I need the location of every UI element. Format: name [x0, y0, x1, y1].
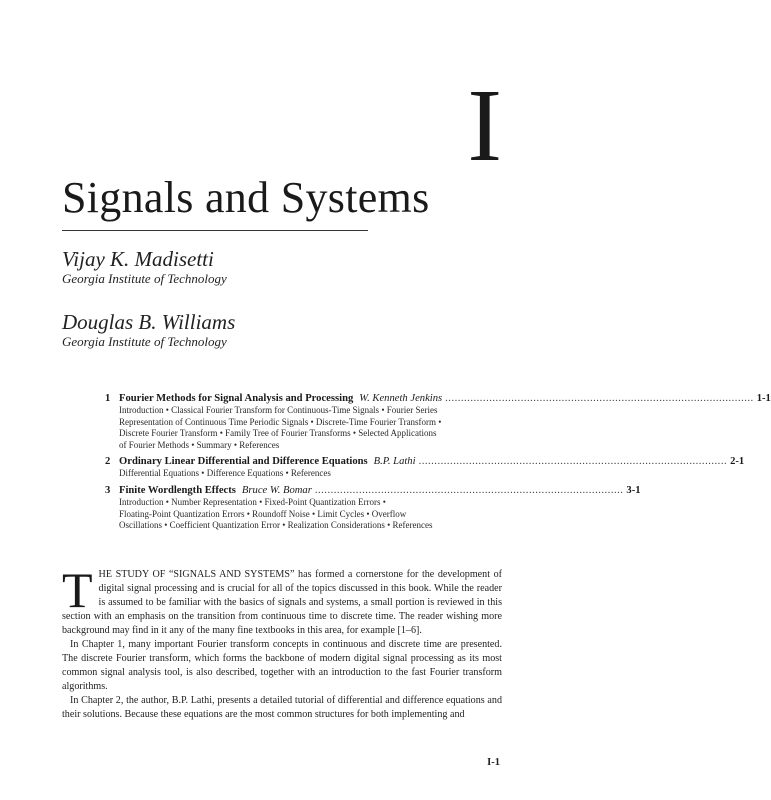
- title-rule: [62, 230, 368, 231]
- toc-entry-description: [119, 468, 501, 480]
- toc-entry[interactable]: [105, 484, 641, 532]
- toc-entry-title: Fourier Methods for Signal Analysis and Processing: [119, 393, 354, 404]
- body-text: [62, 562, 502, 722]
- toc-entry-number: 3: [105, 484, 111, 496]
- toc-entry-author: B.P. Lathi: [373, 456, 416, 468]
- toc-desc-line: of Fourier Methods • Summary • References: [119, 439, 280, 450]
- toc-entry-title: Ordinary Linear Differential and Difference Equations: [119, 456, 368, 468]
- toc-desc-line: Introduction • Classical Fourier Transform for Continuous-Time Signals • Fourier Series: [119, 405, 438, 415]
- toc-desc-line: Oscillations • Coefficient Quantization Error • Realization Considerations • References: [119, 520, 433, 531]
- toc-entry-author: Bruce W. Bomar: [241, 484, 312, 496]
- body-paragraph-text: HE STUDY OF “SIGNALS AND SYSTEMS” has formed a cornerstone for the development of digital signal processing and is crucial for all of the topics discussed in this book. While the reader is assumed to be familiar with the basics of signals and systems, a small portion is reviewed in this section with an emphasis on the transition from continuous time to discrete time. The reader wishing more background may find in it any of the many fine textbooks in this area, for example [1–6].: [62, 569, 502, 636]
- body-paragraph: In Chapter 2, the author, B.P. Lathi, presents a detailed tutorial of differential and difference equations and their solutions. Because these equations are the most common structures for both implementing and: [62, 695, 502, 720]
- drop-cap: T: [62, 562, 93, 618]
- toc-entry-page: 3-1: [626, 484, 641, 496]
- toc-entry-description: [119, 497, 501, 532]
- part-number: I: [467, 68, 502, 183]
- author-name-1: Vijay K. Madisetti: [62, 247, 214, 271]
- toc-leader-dots: ..................................................................................................: [314, 484, 624, 496]
- toc-entry-number: 1: [105, 393, 111, 404]
- table-of-contents: [105, 392, 771, 536]
- toc-desc-line: Introduction • Number Representation • Fixed-Point Quantization Errors •: [119, 496, 386, 507]
- toc-entry[interactable]: [105, 392, 771, 451]
- body-paragraph: [62, 562, 502, 638]
- part-title: Signals and Systems: [62, 173, 430, 222]
- body-paragraph: In Chapter 1, many important Fourier transform concepts in continuous and discrete time are presented. The discrete Fourier transform, which forms the backbone of modern digital signal processing as its most common signal analysis tool, is also described, together with an introduction to the fast Fourier transform algorithms.: [62, 639, 502, 692]
- page-number: I-1: [487, 757, 500, 768]
- toc-desc-line: Differential Equations • Difference Equations • References: [119, 468, 331, 479]
- toc-desc-line: Representation of Continuous Time Periodic Signals • Discrete-Time Fourier Transform •: [119, 416, 442, 427]
- toc-entry-page: 2-1: [730, 456, 745, 468]
- toc-leader-dots: ..................................................................................................: [418, 456, 728, 468]
- author-name-2: Douglas B. Williams: [62, 310, 236, 334]
- toc-entry-page: 1-1: [756, 393, 771, 404]
- toc-entry[interactable]: [105, 455, 745, 480]
- toc-leader-dots: ..................................................................................................: [445, 393, 754, 404]
- toc-entry-description: [119, 405, 501, 451]
- author-affiliation-1: Georgia Institute of Technology: [62, 271, 227, 286]
- toc-desc-line: Discrete Fourier Transform • Family Tree of Fourier Transforms • Selected Applications: [119, 428, 437, 439]
- toc-entry-author: W. Kenneth Jenkins: [359, 393, 443, 404]
- toc-entry-title: Finite Wordlength Effects: [119, 484, 236, 496]
- toc-desc-line: Floating-Point Quantization Errors • Roundoff Noise • Limit Cycles • Overflow: [119, 508, 407, 519]
- author-affiliation-2: Georgia Institute of Technology: [62, 334, 227, 349]
- toc-entry-number: 2: [105, 456, 111, 468]
